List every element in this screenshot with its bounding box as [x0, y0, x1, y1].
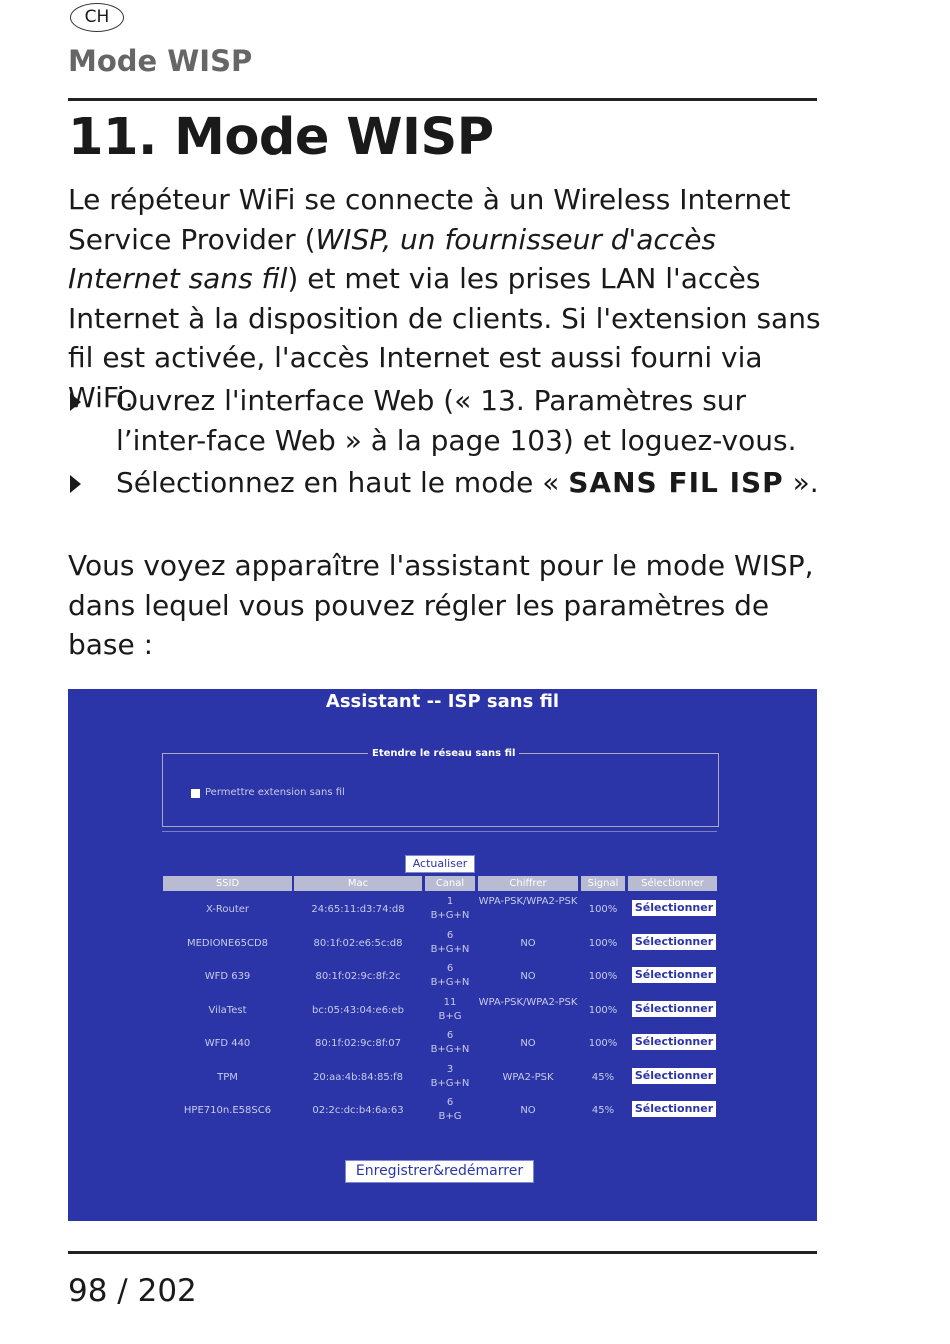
column-header-mac: Mac [294, 876, 422, 891]
wizard-title: Assistant -- ISP sans fil [325, 691, 560, 712]
cell-channel: 6 [446, 963, 454, 974]
cell-signal: 100% [588, 1038, 618, 1049]
cell-mac: 24:65:11:d3:74:d8 [311, 904, 405, 915]
column-header-channel: Canal [425, 876, 475, 891]
cell-encryption: NO [520, 971, 536, 982]
cell-encryption: NO [520, 1105, 536, 1116]
step-2: Sélectionnez en haut le mode « SANS FIL ISP ». [68, 463, 828, 503]
cell-signal: 100% [588, 904, 618, 915]
select-network-button[interactable]: Sélectionner [632, 967, 716, 983]
cell-encryption: WPA-PSK/WPA2-PSK [478, 996, 578, 1008]
cell-mac: bc:05:43:04:e6:eb [312, 1004, 404, 1016]
step-1: Ouvrez l'interface Web (« 13. Paramètres sur l’inter-face Web » à la page 103) et loguez-vous. [68, 381, 828, 460]
column-header-signal: Signal [581, 876, 625, 891]
cell-ssid: MEDIONE65CD8 [186, 937, 269, 949]
cell-encryption: WPA-PSK/WPA2-PSK [478, 896, 578, 907]
select-network-button[interactable]: Sélectionner [632, 900, 716, 916]
cell-mode: B+G+N [430, 943, 470, 955]
page-number: 98 / 202 [68, 1273, 197, 1309]
select-network-button[interactable]: Sélectionner [632, 1001, 716, 1017]
intro-italic: WISP, un fournisseur d'accès Internet sans fil [68, 222, 717, 295]
cell-mode: B+G [438, 1010, 462, 1022]
cell-mode: B+G+N [430, 910, 470, 921]
cell-signal: 100% [588, 1004, 618, 1016]
running-title: Mode WISP [68, 44, 253, 78]
mode-name: SANS FIL ISP [568, 466, 784, 499]
chapter-title: 11. Mode WISP [68, 108, 494, 167]
country-badge: CH [70, 3, 124, 32]
extension-checkbox[interactable] [191, 789, 200, 798]
footer-rule [68, 1251, 817, 1254]
cell-mode: B+G+N [430, 977, 470, 988]
cell-mac: 20:aa:4b:84:85:f8 [313, 1071, 403, 1083]
bullet-arrow-icon [70, 475, 81, 493]
refresh-button[interactable]: Actualiser [405, 855, 475, 873]
select-network-button[interactable]: Sélectionner [632, 1034, 716, 1050]
cell-ssid: VilaTest [208, 1004, 247, 1016]
select-network-button[interactable]: Sélectionner [632, 1101, 716, 1117]
cell-mode: B+G+N [430, 1077, 470, 1089]
cell-mode: B+G+N [430, 1044, 470, 1055]
cell-mac: 80:1f:02:9c:8f:07 [315, 1038, 401, 1049]
extension-checkbox-label: Permettre extension sans fil [205, 787, 345, 798]
bullet-arrow-icon [70, 393, 81, 411]
cell-encryption: WPA2-PSK [502, 1071, 554, 1083]
cell-channel: 6 [446, 1097, 454, 1108]
cell-channel: 11 [443, 996, 457, 1008]
cell-channel: 1 [446, 896, 454, 907]
header-rule [68, 98, 817, 101]
column-header-select: Sélectionner [628, 876, 717, 891]
cell-channel: 3 [446, 1063, 454, 1075]
intro-paragraph: Le répéteur WiFi se connecte à un Wireless Internet Service Provider (WISP, un fournisseur d'accès Internet sans fil) et met via les prises LAN l'accès Internet à la disposition de clients. Si l'extension sans fil est activée, l'accès Internet est aussi fourni via WiFi. [68, 183, 821, 414]
cell-signal: 100% [588, 971, 618, 982]
cell-ssid: WFD 440 [204, 1038, 251, 1049]
cell-ssid: TPM [217, 1071, 238, 1083]
cell-channel: 6 [446, 929, 454, 941]
divider [162, 831, 717, 832]
save-restart-button[interactable]: Enregistrer&redémarrer [345, 1160, 534, 1183]
column-header-encryption: Chiffrer [478, 876, 578, 891]
cell-encryption: NO [520, 937, 536, 949]
cell-ssid: X-Router [205, 904, 250, 915]
column-header-ssid: SSID [163, 876, 292, 891]
cell-mac: 80:1f:02:9c:8f:2c [315, 971, 401, 982]
cell-mac: 80:1f:02:e6:5c:d8 [313, 937, 403, 949]
cell-signal: 45% [591, 1071, 615, 1083]
cell-channel: 6 [446, 1030, 454, 1041]
cell-mac: 02:2c:dc:b4:6a:63 [312, 1105, 404, 1116]
cell-mode: B+G [438, 1111, 462, 1122]
cell-ssid: HPE710n.E58SC6 [183, 1105, 272, 1116]
cell-signal: 45% [591, 1105, 615, 1116]
cell-ssid: WFD 639 [204, 971, 251, 982]
select-network-button[interactable]: Sélectionner [632, 1068, 716, 1084]
cell-signal: 100% [588, 937, 618, 949]
select-network-button[interactable]: Sélectionner [632, 934, 716, 950]
cell-encryption: NO [520, 1038, 536, 1049]
outro-paragraph: Vous voyez apparaître l'assistant pour le mode WISP, dans lequel vous pouvez régler les paramètres de base : [68, 549, 814, 661]
wisp-wizard-screenshot [68, 689, 817, 1221]
fieldset-legend: Etendre le réseau sans fil [368, 748, 519, 759]
